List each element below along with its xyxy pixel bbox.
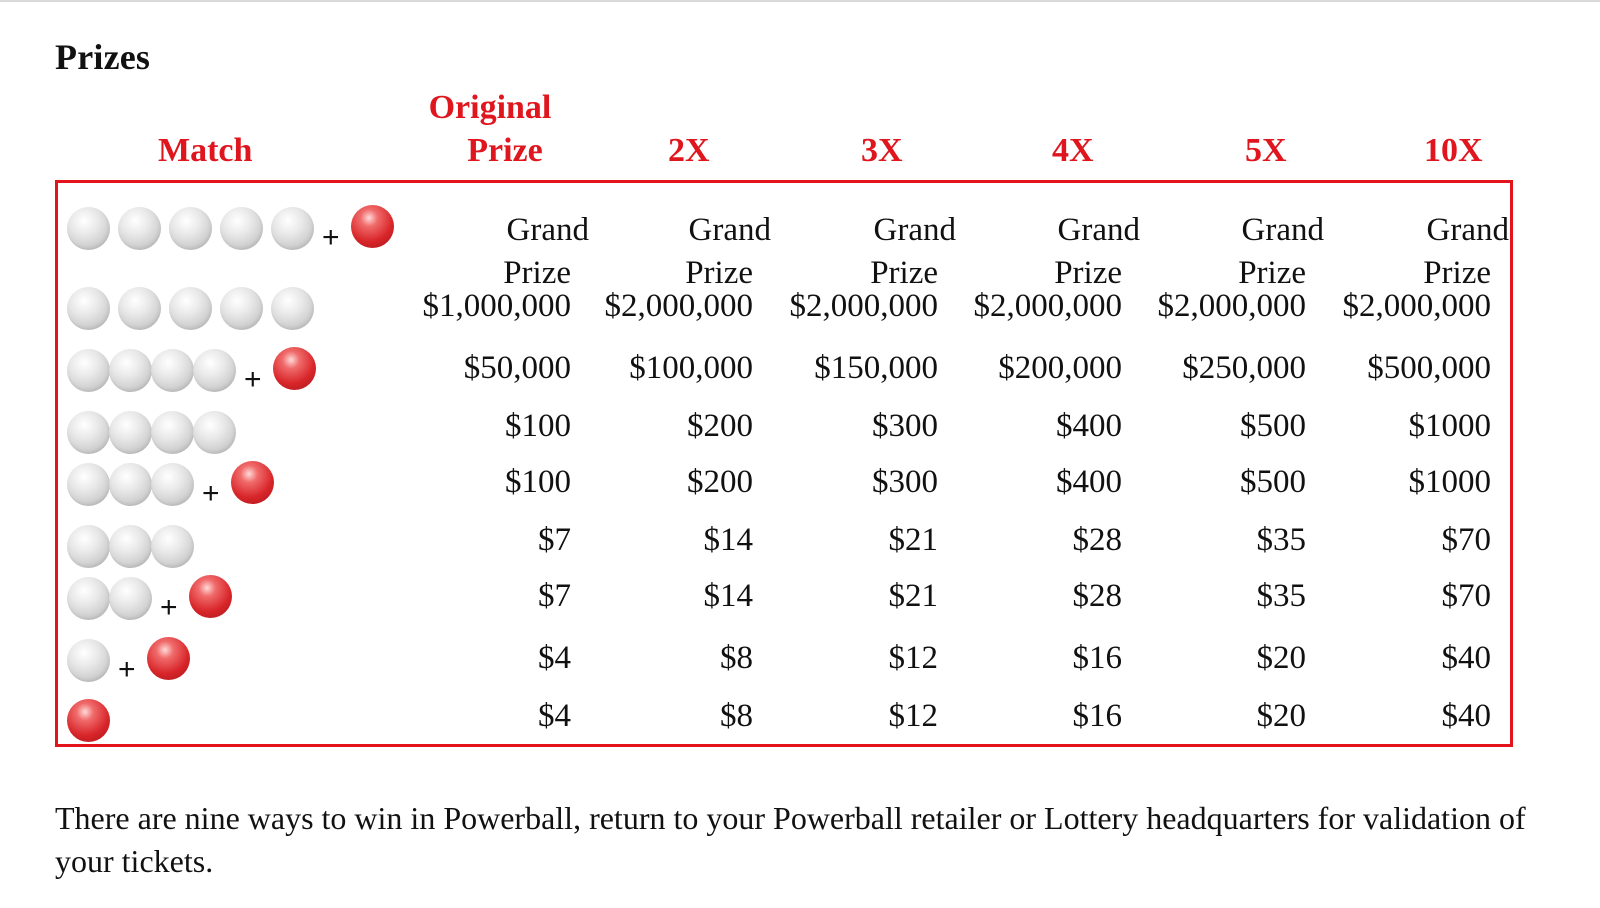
grand-prize-line: Grand xyxy=(506,212,589,248)
white-ball-icon xyxy=(109,525,152,568)
grand-prize-line: Prize xyxy=(685,255,753,291)
powerball-icon xyxy=(231,461,274,504)
plus-sign: + xyxy=(244,363,262,396)
multiplied-prize-cell: $14 xyxy=(703,522,753,558)
multiplied-prize-cell: $20 xyxy=(1256,698,1306,734)
grand-prize-line: Grand xyxy=(688,212,771,248)
grand-prize-line: Prize xyxy=(1423,255,1491,291)
header-original-prize-line1: Original xyxy=(428,89,552,126)
header-3x: 3X xyxy=(861,132,903,169)
multiplied-prize-cell: $40 xyxy=(1441,698,1491,734)
page-title: Prizes xyxy=(55,37,151,77)
white-ball-icon xyxy=(151,463,194,506)
header-5x: 5X xyxy=(1245,132,1287,169)
white-ball-icon xyxy=(67,463,110,506)
multiplied-prize-cell: $8 xyxy=(720,698,753,734)
multiplied-prize-cell: $20 xyxy=(1256,640,1306,676)
multiplied-prize-cell: $14 xyxy=(703,578,753,614)
footer-note-line1: There are nine ways to win in Powerball, return to your Powerball retailer or Lottery headquarters for validation of xyxy=(55,800,1526,836)
plus-sign: + xyxy=(202,477,220,510)
multiplied-prize-cell: $21 xyxy=(888,578,938,614)
header-match: Match xyxy=(158,132,253,169)
multiplied-prize-cell: $200 xyxy=(687,408,753,444)
header-original-prize xyxy=(420,86,560,172)
multiplied-prize-cell: $12 xyxy=(888,640,938,676)
multiplied-prize-cell: $21 xyxy=(888,522,938,558)
grand-prize-line: Grand xyxy=(1057,212,1140,248)
powerball-icon xyxy=(189,575,232,618)
original-prize-cell: $100 xyxy=(505,464,571,500)
original-prize-cell: $4 xyxy=(538,640,571,676)
multiplied-prize-cell: $2,000,000 xyxy=(789,288,938,324)
white-ball-icon xyxy=(67,349,110,392)
multiplied-prize-cell: $2,000,000 xyxy=(973,288,1122,324)
header-4x: 4X xyxy=(1052,132,1094,169)
white-ball-icon xyxy=(67,207,110,250)
multiplied-prize-cell: $35 xyxy=(1256,522,1306,558)
white-ball-icon xyxy=(67,525,110,568)
grand-prize-line: Prize xyxy=(503,255,571,291)
white-ball-icon xyxy=(193,411,236,454)
multiplied-prize-cell: $28 xyxy=(1072,522,1122,558)
grand-prize-line: Prize xyxy=(1238,255,1306,291)
multiplied-prize-cell xyxy=(1054,209,1140,295)
grand-prize-line: Grand xyxy=(1426,212,1509,248)
multiplied-prize-cell: $16 xyxy=(1072,698,1122,734)
header-original-prize-line2: Prize xyxy=(467,132,543,169)
multiplied-prize-cell xyxy=(685,209,771,295)
multiplied-prize-cell xyxy=(1423,209,1509,295)
multiplied-prize-cell: $12 xyxy=(888,698,938,734)
multiplied-prize-cell: $1000 xyxy=(1408,464,1491,500)
powerball-icon xyxy=(351,205,394,248)
multiplied-prize-cell: $2,000,000 xyxy=(604,288,753,324)
multiplied-prize-cell: $250,000 xyxy=(1182,350,1306,386)
original-prize-cell: $7 xyxy=(538,578,571,614)
original-prize-cell: $4 xyxy=(538,698,571,734)
multiplied-prize-cell xyxy=(870,209,956,295)
plus-sign: + xyxy=(118,653,136,686)
white-ball-icon xyxy=(271,287,314,330)
white-ball-icon xyxy=(193,349,236,392)
multiplied-prize-cell: $500,000 xyxy=(1367,350,1491,386)
multiplied-prize-cell: $1000 xyxy=(1408,408,1491,444)
grand-prize-line: Prize xyxy=(870,255,938,291)
original-prize-cell: $7 xyxy=(538,522,571,558)
grand-prize-line: Grand xyxy=(873,212,956,248)
white-ball-icon xyxy=(67,287,110,330)
multiplied-prize-cell: $70 xyxy=(1441,578,1491,614)
multiplied-prize-cell: $300 xyxy=(872,464,938,500)
top-divider xyxy=(0,0,1600,2)
white-ball-icon xyxy=(271,207,314,250)
header-10x: 10X xyxy=(1424,132,1483,169)
plus-sign: + xyxy=(322,221,340,254)
prize-table xyxy=(55,180,1513,747)
white-ball-icon xyxy=(220,287,263,330)
grand-prize-line: Prize xyxy=(1054,255,1122,291)
multiplied-prize-cell: $35 xyxy=(1256,578,1306,614)
footer-note-line2: your tickets. xyxy=(55,843,214,879)
header-2x: 2X xyxy=(668,132,710,169)
white-ball-icon xyxy=(67,411,110,454)
white-ball-icon xyxy=(109,349,152,392)
white-ball-icon xyxy=(220,207,263,250)
white-ball-icon xyxy=(109,411,152,454)
multiplied-prize-cell: $200 xyxy=(687,464,753,500)
grand-prize-line: Grand xyxy=(1241,212,1324,248)
white-ball-icon xyxy=(151,525,194,568)
white-ball-icon xyxy=(169,287,212,330)
white-ball-icon xyxy=(109,577,152,620)
multiplied-prize-cell: $400 xyxy=(1056,408,1122,444)
multiplied-prize-cell: $500 xyxy=(1240,408,1306,444)
multiplied-prize-cell: $300 xyxy=(872,408,938,444)
multiplied-prize-cell: $28 xyxy=(1072,578,1122,614)
white-ball-icon xyxy=(118,207,161,250)
multiplied-prize-cell: $8 xyxy=(720,640,753,676)
multiplied-prize-cell: $100,000 xyxy=(629,350,753,386)
multiplied-prize-cell: $16 xyxy=(1072,640,1122,676)
original-prize-cell: $1,000,000 xyxy=(422,288,571,324)
powerball-icon xyxy=(273,347,316,390)
multiplied-prize-cell: $500 xyxy=(1240,464,1306,500)
multiplied-prize-cell: $400 xyxy=(1056,464,1122,500)
powerball-icon xyxy=(67,699,110,742)
footer-note xyxy=(55,797,1600,883)
plus-sign: + xyxy=(160,591,178,624)
multiplied-prize-cell: $200,000 xyxy=(998,350,1122,386)
white-ball-icon xyxy=(109,463,152,506)
white-ball-icon xyxy=(151,349,194,392)
original-prize-cell: $50,000 xyxy=(463,350,571,386)
white-ball-icon xyxy=(67,639,110,682)
multiplied-prize-cell: $40 xyxy=(1441,640,1491,676)
white-ball-icon xyxy=(118,287,161,330)
multiplied-prize-cell: $2,000,000 xyxy=(1342,288,1491,324)
multiplied-prize-cell: $2,000,000 xyxy=(1157,288,1306,324)
white-ball-icon xyxy=(151,411,194,454)
white-ball-icon xyxy=(169,207,212,250)
original-prize-cell: $100 xyxy=(505,408,571,444)
original-prize-cell xyxy=(503,209,589,295)
multiplied-prize-cell: $70 xyxy=(1441,522,1491,558)
powerball-icon xyxy=(147,637,190,680)
multiplied-prize-cell xyxy=(1238,209,1324,295)
multiplied-prize-cell: $150,000 xyxy=(814,350,938,386)
white-ball-icon xyxy=(67,577,110,620)
